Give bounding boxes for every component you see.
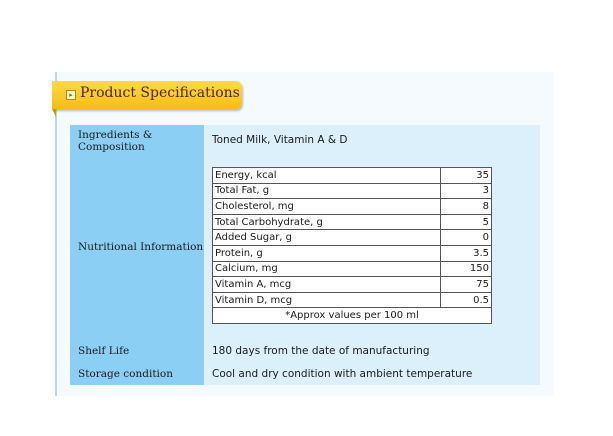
nutrient-value: 8 (441, 199, 492, 215)
table-row (213, 245, 492, 261)
nutrient-value: 35 (441, 168, 492, 184)
table-row (213, 183, 492, 199)
nutrient-value: 75 (441, 277, 492, 293)
storage-label: Storage condition (78, 368, 173, 380)
shelf-life-label: Shelf Life (78, 345, 130, 357)
nutrient-value: 0.5 (441, 292, 492, 308)
nutrient-value: 5 (441, 214, 492, 230)
nutrition-note: *Approx values per 100 ml (213, 308, 492, 324)
table-row (213, 168, 492, 184)
section-title: Product Specifications (80, 85, 240, 101)
nutrient-name: Energy, kcal (213, 168, 441, 184)
arrow-right-icon: ▸ (66, 90, 76, 100)
nutrient-name: Calcium, mg (213, 261, 441, 277)
nutrient-name: Total Fat, g (213, 183, 441, 199)
tab-fold (52, 109, 56, 117)
nutrient-value: 150 (441, 261, 492, 277)
nutrition-table (212, 167, 492, 324)
nutrient-value: 3 (441, 183, 492, 199)
nutrient-value: 0 (441, 230, 492, 246)
table-row (213, 199, 492, 215)
storage-value: Cool and dry condition with ambient temperature (212, 368, 473, 380)
table-row (213, 277, 492, 293)
ingredients-value: Toned Milk, Vitamin A & D (212, 134, 348, 146)
shelf-life-value: 180 days from the date of manufacturing (212, 345, 430, 357)
table-note-row (213, 308, 492, 324)
nutrition-label: Nutritional Information (78, 241, 204, 253)
nutrient-name: Added Sugar, g (213, 230, 441, 246)
product-specifications-tab[interactable] (52, 81, 242, 109)
ingredients-label: Ingredients & Composition (78, 129, 153, 153)
nutrient-name: Cholesterol, mg (213, 199, 441, 215)
table-row (213, 214, 492, 230)
table-row (213, 261, 492, 277)
nutrient-name: Vitamin D, mcg (213, 292, 441, 308)
table-row (213, 230, 492, 246)
nutrient-name: Total Carbohydrate, g (213, 214, 441, 230)
table-row (213, 292, 492, 308)
spec-table (70, 125, 540, 385)
nutrient-value: 3.5 (441, 245, 492, 261)
nutrient-name: Protein, g (213, 245, 441, 261)
nutrient-name: Vitamin A, mcg (213, 277, 441, 293)
